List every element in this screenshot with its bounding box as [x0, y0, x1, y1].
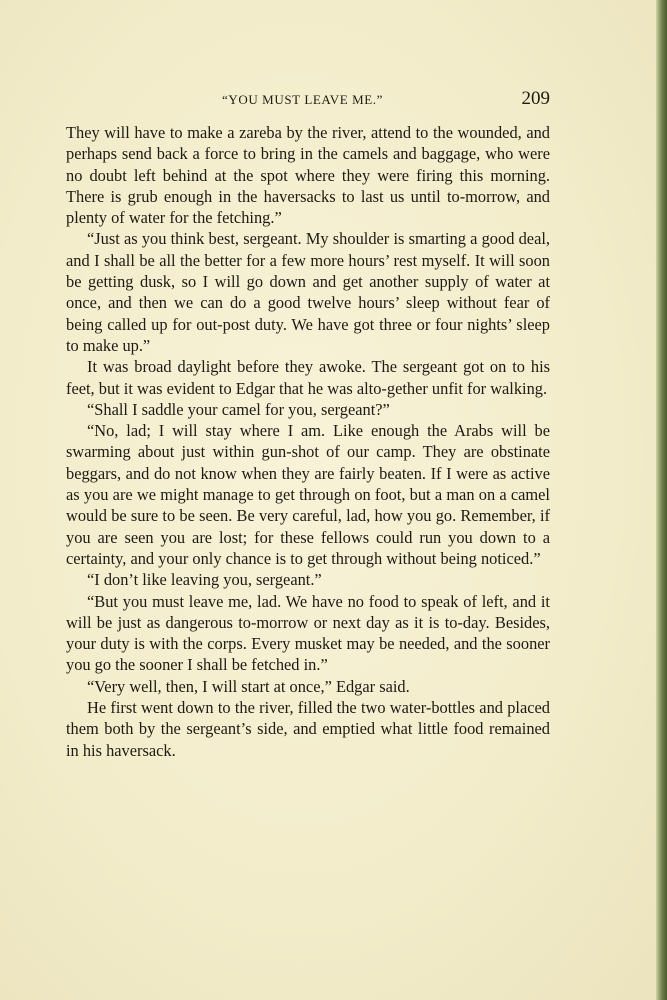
paragraph: They will have to make a zareba by the river, attend to the wounded, and perhaps send back a force to bring in the camels and baggage, who were no doubt left behind at the spot where they were firing this morning. There is grub enough in the haversacks to last us until to-morrow, and plenty of water for the fetching.” — [66, 123, 550, 228]
paragraph: He first went down to the river, filled the two water-bottles and placed them both by the sergeant’s side, and emptied what little food remained in his haversack. — [66, 698, 550, 760]
paragraph: “Just as you think best, sergeant. My shoulder is smarting a good deal, and I shall be all the better for a few more hours’ rest myself. It will soon be getting dusk, so I will go down and get another supply of water at once, and then we can do a good twelve hours’ sleep without fear of being called up for out-post duty. We have got three or four nights’ sleep to make up.” — [66, 229, 550, 355]
paragraph: It was broad daylight before they awoke. The sergeant got on to his feet, but it was evident to Edgar that he was alto-gether unfit for walking. — [66, 357, 550, 398]
paragraph: “Shall I saddle your camel for you, sergeant?” — [87, 399, 390, 419]
page-number: 209 — [521, 88, 550, 109]
paragraph: “But you must leave me, lad. We have no food to speak of left, and it will be just as dangerous to-morrow or next day as it is to-day. Besides, your duty is with the corps. Every musket may be needed, and the sooner you go the sooner I shall be fetched in.” — [66, 591, 550, 675]
body-text — [66, 122, 550, 761]
paragraph: “I don’t like leaving you, sergeant.” — [87, 570, 322, 590]
paragraph: “No, lad; I will stay where I am. Like enough the Arabs will be swarming about just within gun-shot of our camp. They are obstinate beggars, and do not know when they are fairly beaten. If I were as active as you are we might manage to get through on foot, but a man on a camel would be sure to be seen. Be very careful, lad, how you go. Remember, if you are seen you are lost; for these fellows could run you down to a certainty, and your only chance is to get through without being noticed.” — [66, 421, 550, 568]
paragraph: “Very well, then, I will start at once,” Edgar said. — [87, 676, 410, 696]
page-header — [66, 88, 550, 110]
page-binding-edge — [656, 0, 667, 1000]
running-head: “YOU MUST LEAVE ME.” — [222, 92, 384, 107]
